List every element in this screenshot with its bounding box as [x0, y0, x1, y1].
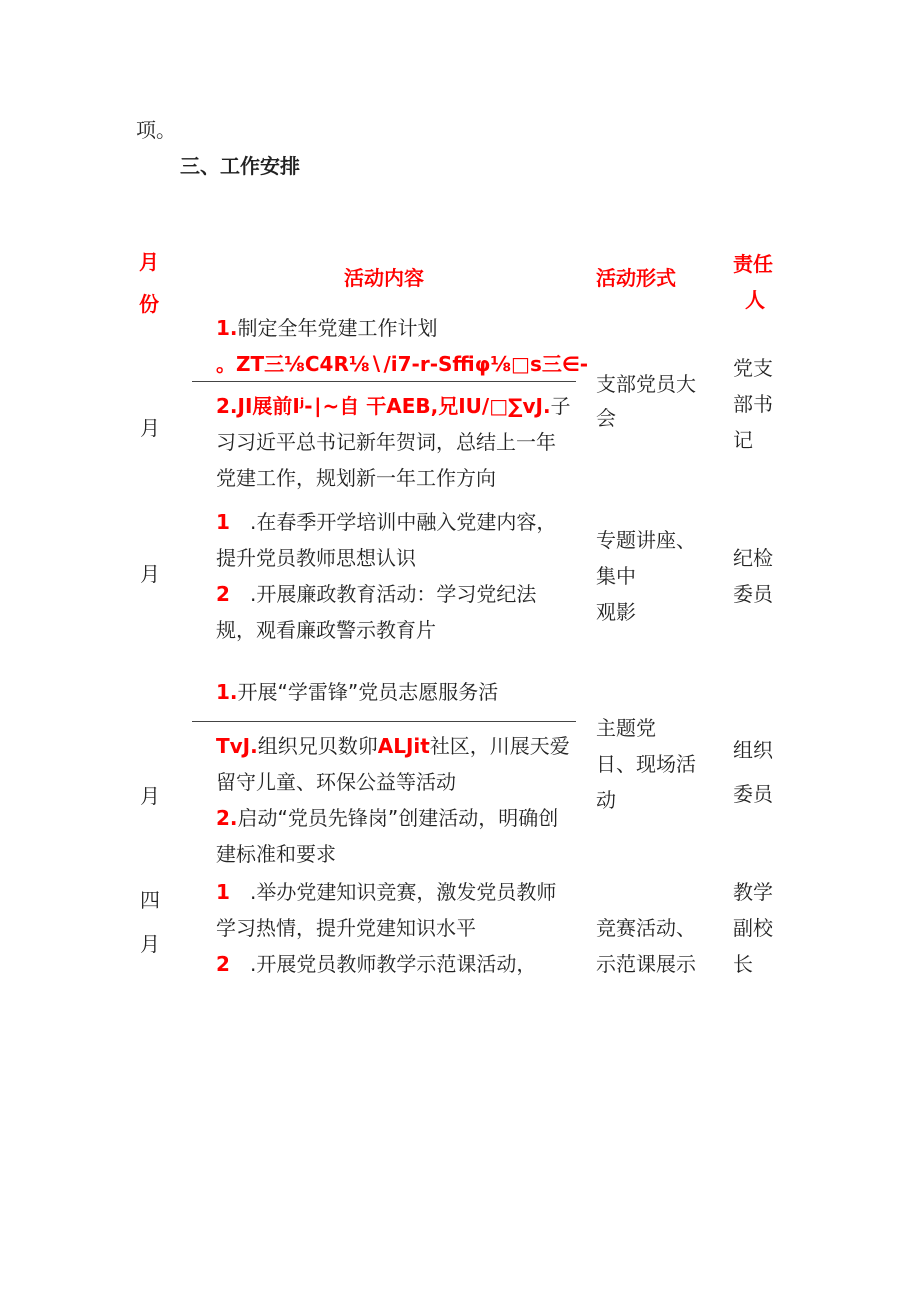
form-line: 动 — [596, 788, 616, 812]
header-month-line2: 份 — [139, 292, 159, 316]
row-divider — [192, 381, 576, 382]
item-text: 启动“党员先锋岗”创建活动，明确创 — [237, 806, 559, 830]
content-line — [216, 582, 536, 606]
item-text: 子 — [550, 394, 571, 418]
owner-line: 委员 — [733, 782, 773, 806]
item-number: 2. — [216, 806, 238, 830]
lead-text: 项。 — [136, 118, 176, 142]
item-text: .开展廉政教育活动：学习党纪法 — [250, 582, 537, 606]
item-number: 1 — [216, 880, 230, 904]
content-line: 规，观看廉政警示教育片 — [216, 618, 436, 642]
content-line: 习习近平总书记新年贺词，总结上一年 — [216, 430, 556, 454]
item-text: 组织兄贝数卯 — [257, 734, 378, 758]
row-divider — [192, 721, 576, 722]
section-heading: 三、工作安排 — [180, 154, 300, 178]
content-line — [216, 316, 438, 340]
owner-line: 委员 — [733, 582, 773, 606]
item-number: 1 — [216, 510, 230, 534]
item-number: 2 — [216, 952, 230, 976]
header-owner-line1: 责任 — [733, 252, 773, 276]
row-month-line1: 四 — [140, 888, 160, 912]
content-line — [216, 734, 570, 758]
owner-line: 副校 — [733, 916, 773, 940]
content-line — [216, 510, 556, 534]
row-month: 月 — [140, 562, 160, 586]
item-number: 2 — [216, 582, 230, 606]
form-line: 主题党 — [596, 716, 656, 740]
header-content: 活动内容 — [344, 266, 424, 290]
owner-line: 记 — [733, 428, 753, 452]
content-line — [216, 806, 558, 830]
item-text: 社区，川展天爱 — [429, 734, 570, 758]
row-month-line2: 月 — [140, 932, 160, 956]
item-text: .在春季开学培训中融入党建内容， — [250, 510, 557, 534]
header-owner-line2: 人 — [745, 288, 765, 312]
content-line: 党建工作，规划新一年工作方向 — [216, 466, 496, 490]
content-line: 学习热情，提升党建知识水平 — [216, 916, 476, 940]
row-month: 月 — [140, 416, 160, 440]
owner-line: 党支 — [733, 356, 773, 380]
item-text: 开展“学雷锋”党员志愿服务活 — [237, 680, 499, 704]
owner-line: 长 — [733, 952, 753, 976]
owner-line: 教学 — [733, 880, 773, 904]
item-number: 2. — [216, 394, 238, 418]
item-text: .开展党员教师教学示范课活动， — [250, 952, 537, 976]
header-month-line1: 月 — [139, 250, 159, 274]
form-line: 观影 — [596, 600, 636, 624]
item-number: 1. — [216, 680, 238, 704]
content-line — [216, 680, 498, 704]
owner-line: 纪检 — [733, 546, 773, 570]
content-line: 提升党员教师思想认识 — [216, 546, 416, 570]
content-line — [216, 880, 556, 904]
content-line — [216, 394, 571, 418]
form-line: 支部党员大 — [596, 372, 696, 396]
garbled-text: ALJit — [377, 734, 430, 758]
garbled-text: JI展前Iʲ-∣~自 干AEB,兄IU/□∑vJ. — [237, 394, 551, 418]
content-line: 留守儿童、环保公益等活动 — [216, 770, 456, 794]
garbled-text-line: 。ZT三⅛C4R⅛∖/i7-r-Sffiφ⅛□s三∈- — [216, 352, 589, 376]
header-form: 活动形式 — [596, 266, 676, 290]
form-line: 竞赛活动、 — [596, 916, 696, 940]
form-line: 会 — [596, 406, 616, 430]
content-line: 建标准和要求 — [216, 842, 336, 866]
form-line: 日、现场活 — [596, 752, 696, 776]
owner-line: 部书 — [733, 392, 773, 416]
form-line: 示范课展示 — [596, 952, 696, 976]
item-number: 1. — [216, 316, 238, 340]
item-text: 制定全年党建工作计划 — [237, 316, 438, 340]
content-line — [216, 952, 536, 976]
form-line: 集中 — [596, 564, 636, 588]
item-text: .举办党建知识竞赛，激发党员教师 — [250, 880, 557, 904]
row-month: 月 — [140, 784, 160, 808]
owner-line: 组织 — [733, 738, 773, 762]
form-line: 专题讲座、 — [596, 528, 696, 552]
garbled-text: TvJ. — [216, 734, 258, 758]
